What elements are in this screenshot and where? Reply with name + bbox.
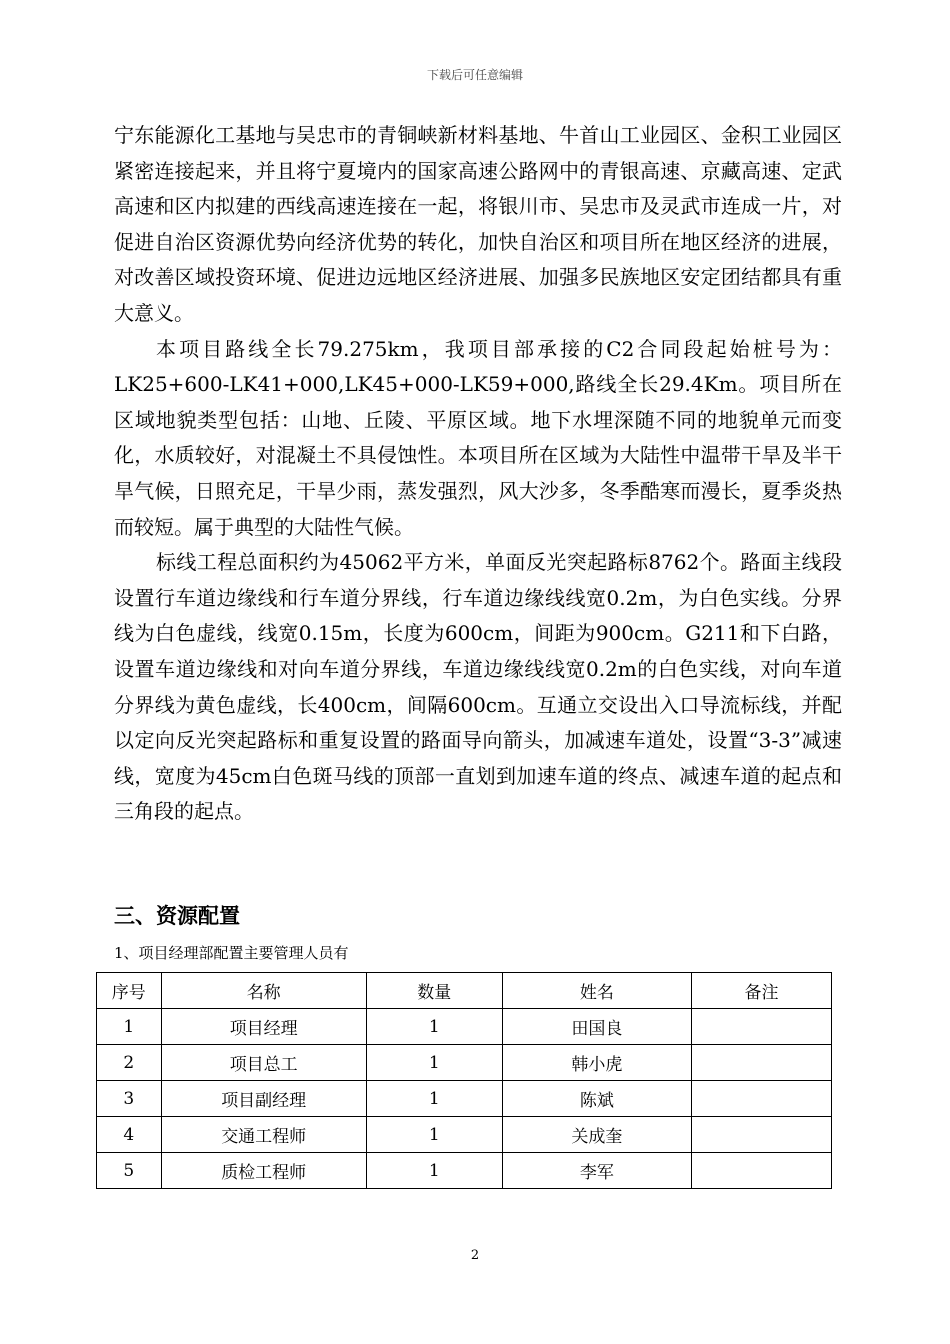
cell-remark bbox=[692, 1081, 832, 1117]
cell-remark bbox=[692, 1045, 832, 1081]
paragraph-2: 本项目路线全长79.275km，我项目部承接的C2合同段起始桩号为：LK25+600-LK41+000,LK45+000-LK59+000,路线全长29.4Km。项目所在区域地貌类型包括：山地、丘陵、平原区域。地下水埋深随不同的地貌单元而变化，水质较好，对混凝土不具侵蚀性。本项目所在区域为大陆性中温带干旱及半干旱气候，日照充足，干旱少雨，蒸发强烈，风大沙多，冬季酷寒而漫长，夏季炎热而较短。属于典型的大陆性气候。 bbox=[114, 336, 842, 539]
cell-title: 项目副经理 bbox=[161, 1081, 366, 1117]
cell-count: 1 bbox=[366, 1153, 502, 1189]
page-number: 2 bbox=[470, 1248, 480, 1263]
cell-title: 交通工程师 bbox=[161, 1117, 366, 1153]
table-row bbox=[97, 1153, 832, 1189]
paragraph-1: 宁东能源化工基地与吴忠市的青铜峡新材料基地、牛首山工业园区、金积工业园区紧密连接起来，并且将宁夏境内的国家高速公路网中的青银高速、京藏高速、定武高速和区内拟建的西线高速连接在一起，将银川市、吴忠市及灵武市连成一片，对促进自治区资源优势向经济优势的转化，加快自治区和项目所在地区经济的进展，对改善区域投资环境、促进边远地区经济进展、加强多民族地区安定团结都具有重大意义。 bbox=[114, 123, 842, 325]
cell-count: 1 bbox=[366, 1045, 502, 1081]
table-row bbox=[97, 1117, 832, 1153]
table-caption: 1、项目经理部配置主要管理人员有 bbox=[114, 944, 349, 962]
cell-no: 1 bbox=[97, 1009, 162, 1045]
cell-name: 关成奎 bbox=[502, 1117, 691, 1153]
header-cell-count: 数量 bbox=[366, 973, 502, 1009]
cell-name: 李军 bbox=[502, 1153, 691, 1189]
cell-name: 陈斌 bbox=[502, 1081, 691, 1117]
cell-count: 1 bbox=[366, 1009, 502, 1045]
cell-no: 5 bbox=[97, 1153, 162, 1189]
table-row bbox=[97, 1045, 832, 1081]
header-cell-no: 序号 bbox=[97, 973, 162, 1009]
table-header-row bbox=[97, 973, 832, 1009]
cell-no: 3 bbox=[97, 1081, 162, 1117]
table-row bbox=[97, 1009, 832, 1045]
cell-count: 1 bbox=[366, 1117, 502, 1153]
cell-title: 项目经理 bbox=[161, 1009, 366, 1045]
cell-remark bbox=[692, 1153, 832, 1189]
body-text bbox=[114, 118, 842, 830]
cell-remark bbox=[692, 1117, 832, 1153]
cell-no: 2 bbox=[97, 1045, 162, 1081]
staff-table bbox=[96, 972, 832, 1189]
cell-remark bbox=[692, 1009, 832, 1045]
header-cell-name: 姓名 bbox=[502, 973, 691, 1009]
header-cell-remark: 备注 bbox=[692, 973, 832, 1009]
header-cell-title: 名称 bbox=[161, 973, 366, 1009]
cell-title: 质检工程师 bbox=[161, 1153, 366, 1189]
paragraph-3: 标线工程总面积约为45062平方米，单面反光突起路标8762个。路面主线段设置行车道边缘线和行车道分界线，行车道边缘线线宽0.2m，为白色实线。分界线为白色虚线，线宽0.15m，长度为600cm，间距为900cm。G211和下白路，设置车道边缘线和对向车道分界线，车道边缘线线宽0.2m的白色实线，对向车道分界线为黄色虚线，长400cm，间隔600cm。互通立交设出入口导流标线，并配以定向反光突起路标和重复设置的路面导向箭头，加减速车道处，设置“3-3”减速线，宽度为45cm白色斑马线的顶部一直划到加速车道的终点、减速车道的起点和三角段的起点。 bbox=[114, 550, 842, 824]
table-row bbox=[97, 1081, 832, 1117]
page-header: 下载后可任意编辑 bbox=[426, 68, 523, 82]
cell-count: 1 bbox=[366, 1081, 502, 1117]
cell-title: 项目总工 bbox=[161, 1045, 366, 1081]
cell-name: 田国良 bbox=[502, 1009, 691, 1045]
cell-no: 4 bbox=[97, 1117, 162, 1153]
cell-name: 韩小虎 bbox=[502, 1045, 691, 1081]
section-title: 三、资源配置 bbox=[114, 903, 240, 928]
